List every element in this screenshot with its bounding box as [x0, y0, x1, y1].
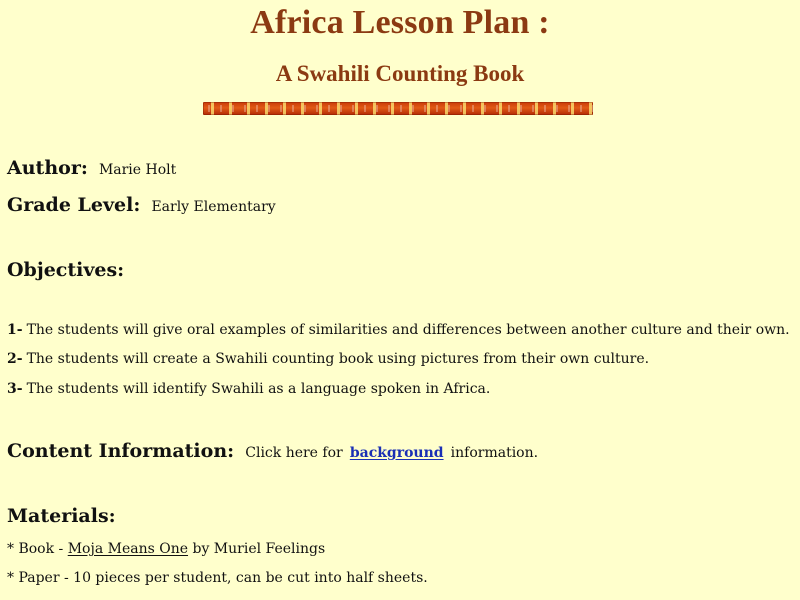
objective-text: The students will give oral examples of similarities and differences between another culture and their own.: [26, 322, 790, 338]
grade-level-label: Grade Level:: [7, 194, 141, 216]
author-line: [7, 157, 176, 179]
material-book-author: by Muriel Feelings: [192, 541, 326, 557]
content-information-prefix: Click here for: [245, 445, 343, 461]
background-link[interactable]: background: [349, 445, 444, 461]
content-information-line: [7, 440, 538, 462]
content-information-label: Content Information:: [7, 440, 235, 462]
material-item-paper: * Paper - 10 pieces per student, can be cut into half sheets.: [7, 570, 428, 586]
objective-item-2: [7, 351, 649, 367]
objective-item-1: [7, 322, 790, 338]
material-book-title: Moja Means One: [67, 541, 189, 557]
objective-number: 3-: [7, 381, 23, 397]
objective-number: 2-: [7, 351, 23, 367]
grade-level-value: Early Elementary: [151, 199, 276, 215]
objective-item-3: [7, 381, 490, 397]
objectives-heading: Objectives:: [7, 259, 125, 281]
material-book-prefix: * Book -: [7, 541, 64, 557]
materials-heading: Materials:: [7, 505, 116, 527]
content-information-suffix: information.: [450, 445, 539, 461]
page-title: Africa Lesson Plan :: [250, 4, 550, 41]
objective-text: The students will create a Swahili counting book using pictures from their own culture.: [26, 351, 650, 367]
page-subtitle: A Swahili Counting Book: [275, 61, 525, 86]
material-item-book: [7, 541, 325, 557]
decorative-banner: [203, 102, 593, 115]
objective-text: The students will identify Swahili as a language spoken in Africa.: [26, 381, 491, 397]
grade-level-line: [7, 194, 276, 216]
author-label: Author:: [7, 157, 88, 179]
author-value: Marie Holt: [98, 162, 177, 178]
objective-number: 1-: [7, 322, 23, 338]
